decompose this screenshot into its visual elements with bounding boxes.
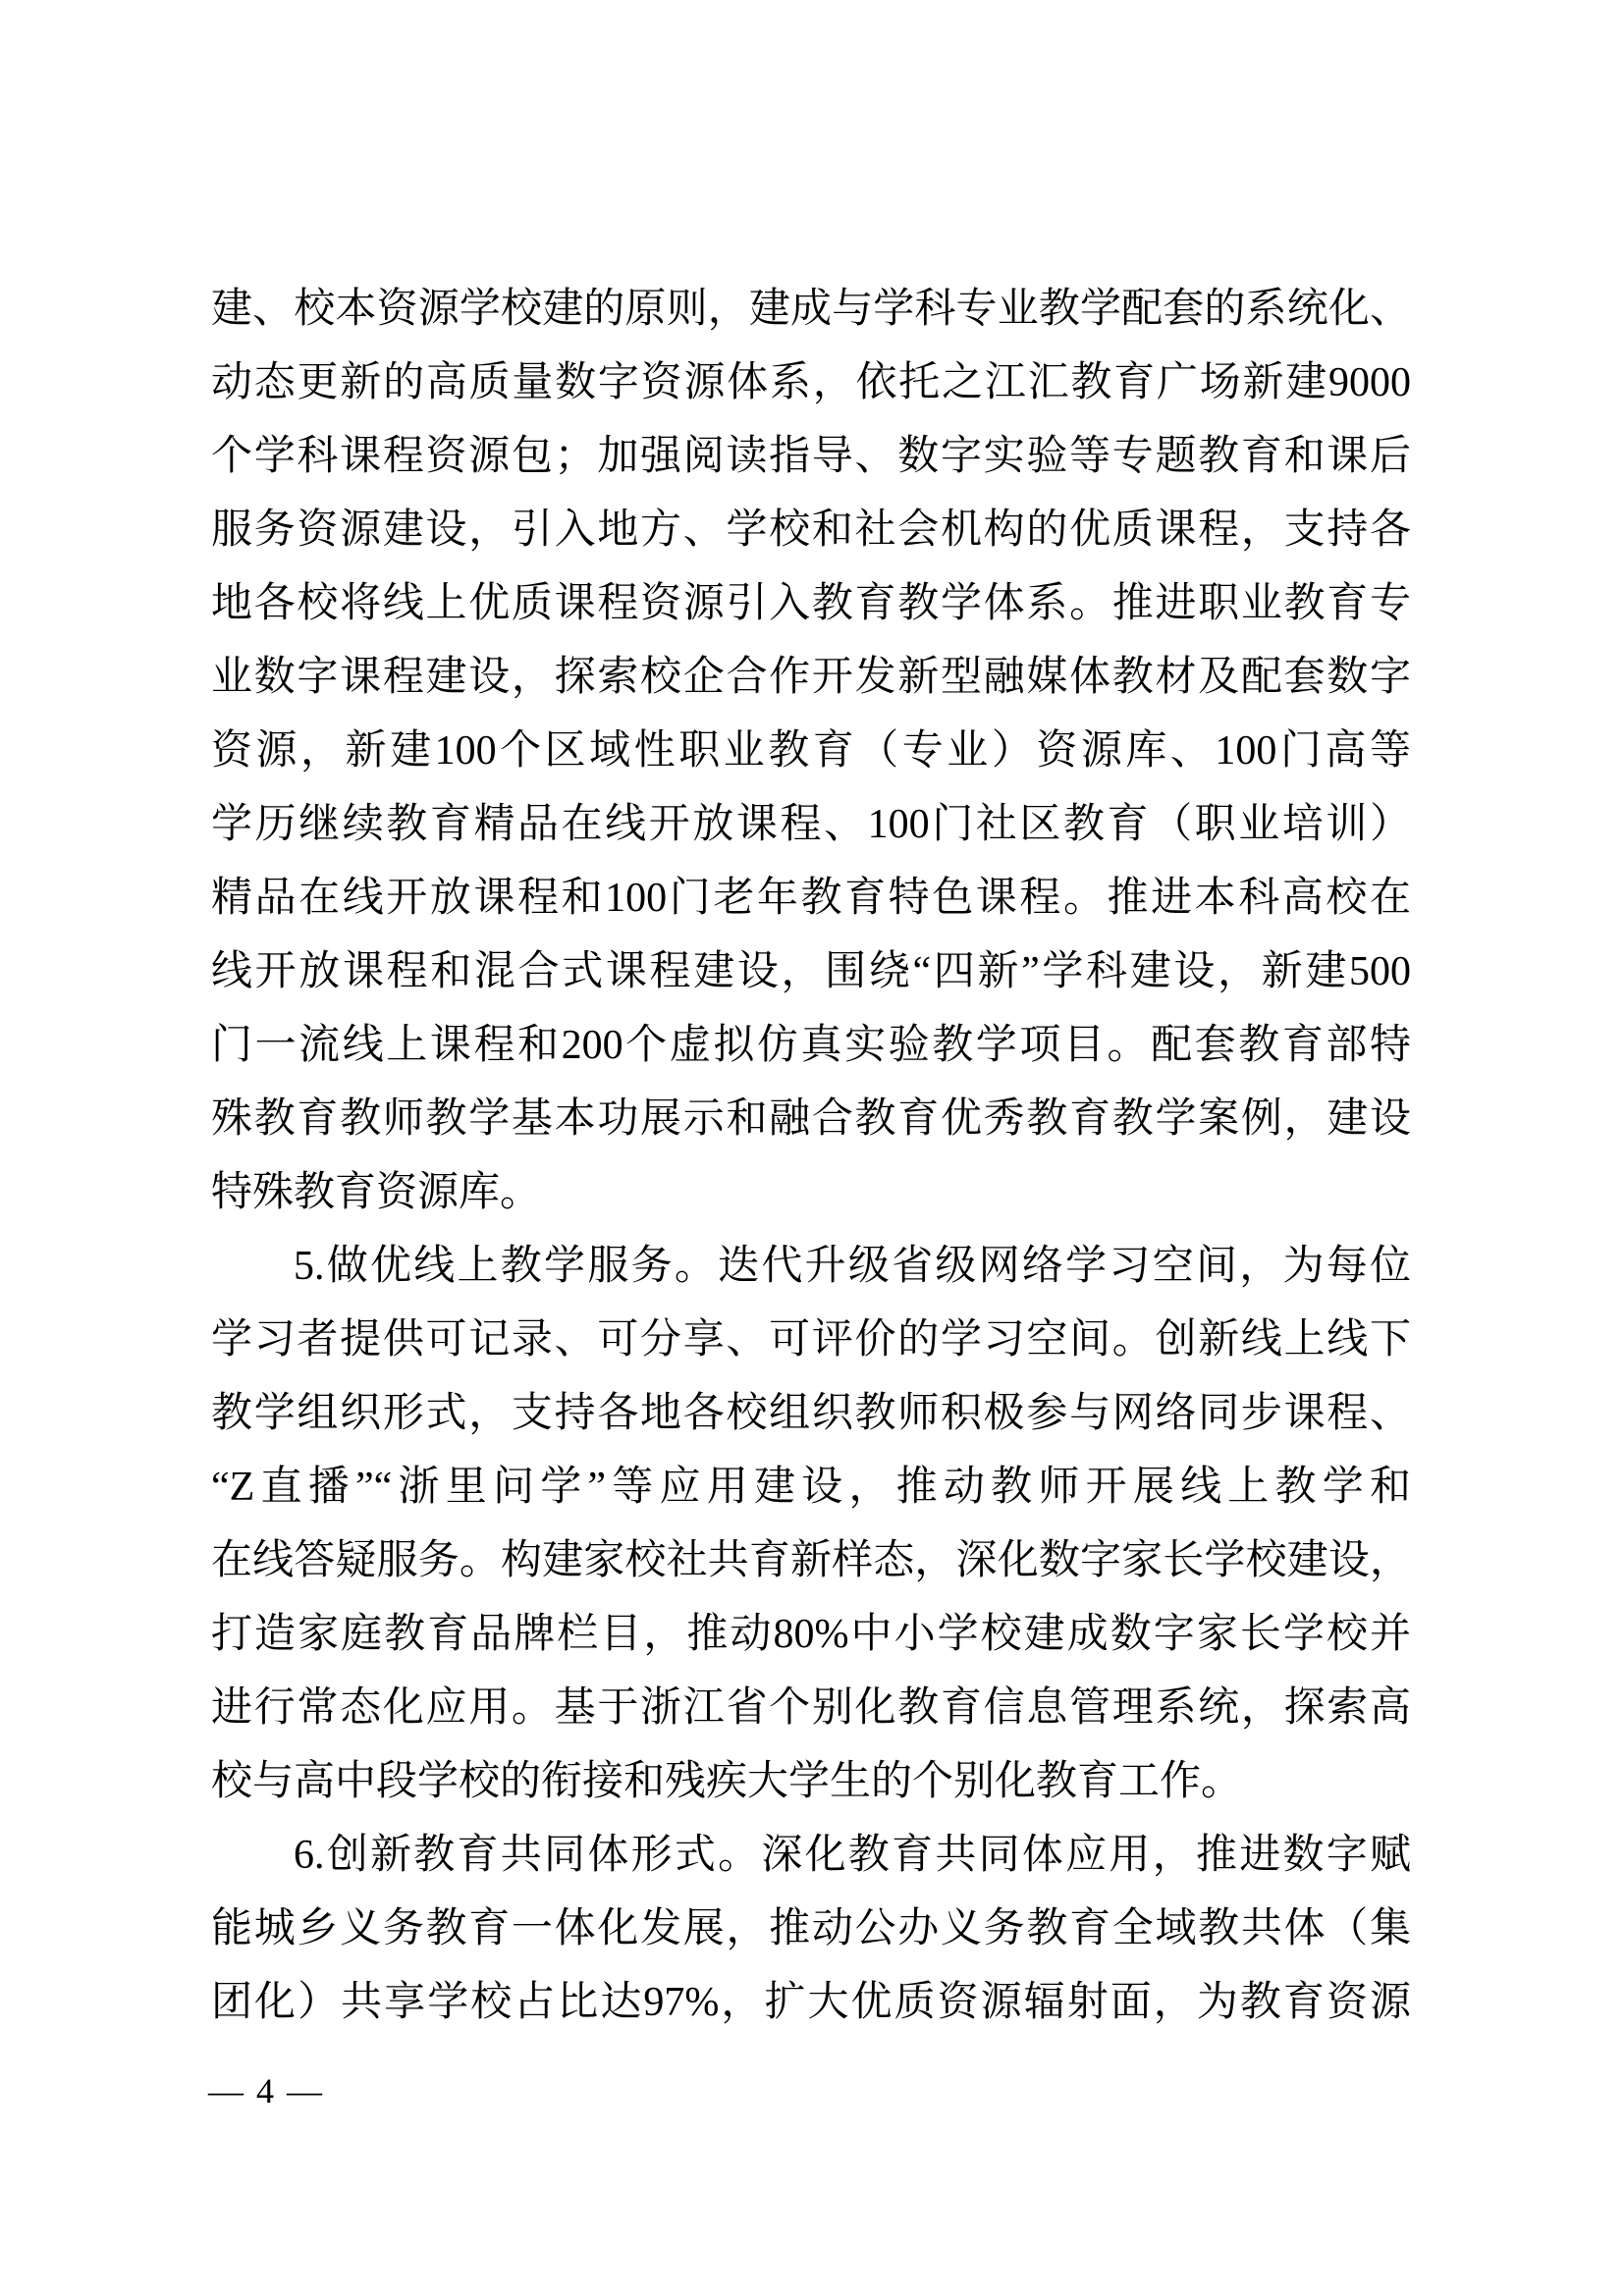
text-line: 服务资源建设，引入地方、学校和社会机构的优质课程，支持各 xyxy=(211,507,1411,553)
text-line: 殊教育教师教学基本功展示和融合教育优秀教育教学案例，建设 xyxy=(211,1096,1411,1142)
text-line: 学历继续教育精品在线开放课程、100门社区教育（职业培训） xyxy=(211,802,1411,847)
text-line: 动态更新的高质量数字资源体系，依托之江汇教育广场新建9000 xyxy=(211,360,1411,405)
text-line: 特殊教育资源库。 xyxy=(211,1170,542,1215)
text-line: 线开放课程和混合式课程建设，围绕“四新”学科建设，新建500 xyxy=(211,949,1411,994)
text-line: 学习者提供可记录、可分享、可评价的学习空间。创新线上线下 xyxy=(211,1317,1411,1362)
text-line: 门一流线上课程和200个虚拟仿真实验教学项目。配套教育部特 xyxy=(211,1023,1411,1068)
document-text xyxy=(211,273,1411,2040)
text-line: “Z直播”“浙里问学”等应用建设，推动教师开展线上教学和 xyxy=(211,1465,1411,1510)
text-line: 进行常态化应用。基于浙江省个别化教育信息管理系统，探索高 xyxy=(211,1685,1411,1731)
text-line-paragraph-start: 6.创新教育共同体形式。深化教育共同体应用，推进数字赋 xyxy=(294,1833,1411,1878)
text-line: 打造家庭教育品牌栏目，推动80%中小学校建成数字家长学校并 xyxy=(211,1612,1411,1657)
text-line: 资源，新建100个区域性职业教育（专业）资源库、100门高等 xyxy=(211,728,1411,774)
text-line-paragraph-start: 5.做优线上教学服务。迭代升级省级网络学习空间，为每位 xyxy=(294,1244,1411,1289)
text-line: 精品在线开放课程和100门老年教育特色课程。推进本科高校在 xyxy=(211,876,1411,921)
text-line: 个学科课程资源包；加强阅读指导、数字实验等专题教育和课后 xyxy=(211,434,1411,479)
text-line: 校与高中段学校的衔接和残疾大学生的个别化教育工作。 xyxy=(211,1759,1243,1804)
text-line: 建、校本资源学校建的原则，建成与学科专业教学配套的系统化、 xyxy=(211,287,1411,332)
page-number: — 4 — xyxy=(208,2071,324,2110)
text-line: 教学组织形式，支持各地各校组织教师积极参与网络同步课程、 xyxy=(211,1391,1411,1436)
text-line: 团化）共享学校占比达97%，扩大优质资源辐射面，为教育资源 xyxy=(211,1980,1411,2025)
text-line: 在线答疑服务。构建家校社共育新样态，深化数字家长学校建设， xyxy=(211,1538,1411,1583)
text-line: 地各校将线上优质课程资源引入教育教学体系。推进职业教育专 xyxy=(211,581,1411,626)
text-line: 能城乡义务教育一体化发展，推动公办义务教育全域教共体（集 xyxy=(211,1906,1411,1951)
text-line: 业数字课程建设，探索校企合作开发新型融媒体教材及配套数字 xyxy=(211,655,1411,700)
